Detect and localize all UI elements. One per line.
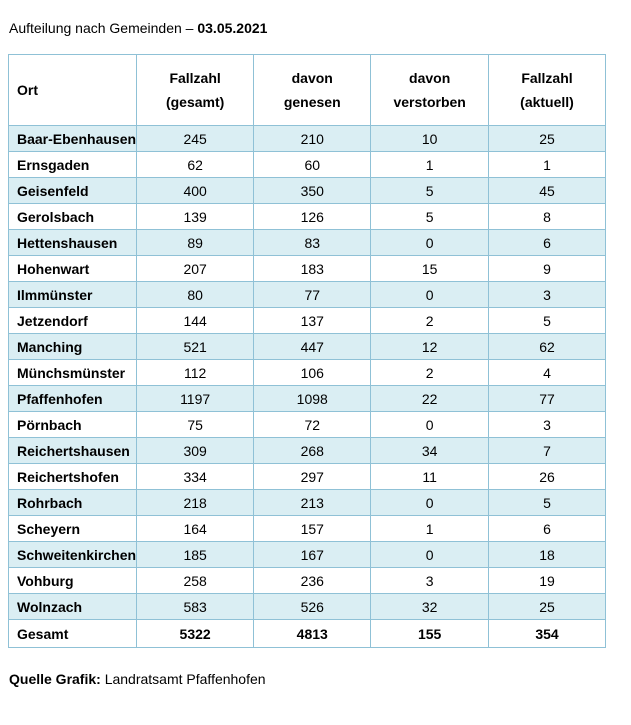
cell-gesamt: 309 <box>137 438 254 464</box>
cell-genesen: 77 <box>254 282 371 308</box>
cell-genesen: 157 <box>254 516 371 542</box>
header-line: davon <box>291 70 333 86</box>
header-line: Fallzahl <box>521 70 573 86</box>
cell-aktuell: 1 <box>489 152 606 178</box>
header-fallzahl-gesamt <box>137 55 254 126</box>
cell-gesamt: 139 <box>137 204 254 230</box>
cell-verstorben: 12 <box>371 334 489 360</box>
cell-genesen: 60 <box>254 152 371 178</box>
cell-ort: Pfaffenhofen <box>9 386 137 412</box>
table-row <box>9 360 606 386</box>
cell-genesen: 213 <box>254 490 371 516</box>
cell-genesen: 210 <box>254 126 371 152</box>
cell-verstorben: 0 <box>371 490 489 516</box>
cell-genesen: 167 <box>254 542 371 568</box>
cell-aktuell: 3 <box>489 282 606 308</box>
cell-verstorben: 0 <box>371 542 489 568</box>
cell-gesamt: 334 <box>137 464 254 490</box>
cell-aktuell: 4 <box>489 360 606 386</box>
cell-genesen: 447 <box>254 334 371 360</box>
cell-gesamt: 62 <box>137 152 254 178</box>
table-row <box>9 516 606 542</box>
cell-verstorben: 1 <box>371 516 489 542</box>
cell-genesen: 236 <box>254 568 371 594</box>
cell-genesen: 83 <box>254 230 371 256</box>
table-row <box>9 490 606 516</box>
cell-genesen: 268 <box>254 438 371 464</box>
cell-gesamt: 5322 <box>137 620 254 648</box>
cell-ort: Ernsgaden <box>9 152 137 178</box>
cell-ort: Reichertshofen <box>9 464 137 490</box>
cell-ort: Rohrbach <box>9 490 137 516</box>
header-davon-verstorben <box>371 55 489 126</box>
table-row <box>9 568 606 594</box>
cell-gesamt: 112 <box>137 360 254 386</box>
cell-verstorben: 2 <box>371 308 489 334</box>
cell-aktuell: 7 <box>489 438 606 464</box>
cell-ort: Baar-Ebenhausen <box>9 126 137 152</box>
cell-ort: Münchsmünster <box>9 360 137 386</box>
cell-aktuell: 8 <box>489 204 606 230</box>
cell-genesen: 137 <box>254 308 371 334</box>
table-row <box>9 386 606 412</box>
cell-verstorben: 11 <box>371 464 489 490</box>
cell-verstorben: 0 <box>371 412 489 438</box>
cases-table <box>8 54 606 648</box>
cell-verstorben: 22 <box>371 386 489 412</box>
cell-verstorben: 5 <box>371 178 489 204</box>
cell-ort: Reichertshausen <box>9 438 137 464</box>
cell-genesen: 1098 <box>254 386 371 412</box>
cell-aktuell: 25 <box>489 594 606 620</box>
cell-verstorben: 0 <box>371 282 489 308</box>
table-row <box>9 308 606 334</box>
cell-aktuell: 26 <box>489 464 606 490</box>
table-row <box>9 230 606 256</box>
cell-aktuell: 62 <box>489 334 606 360</box>
cell-ort: Scheyern <box>9 516 137 542</box>
cell-ort: Vohburg <box>9 568 137 594</box>
cell-gesamt: 207 <box>137 256 254 282</box>
table-row <box>9 594 606 620</box>
cell-genesen: 183 <box>254 256 371 282</box>
cell-gesamt: 185 <box>137 542 254 568</box>
source-note <box>9 671 266 687</box>
cell-genesen: 72 <box>254 412 371 438</box>
header-fallzahl-aktuell <box>489 55 606 126</box>
table-row <box>9 178 606 204</box>
cell-aktuell: 9 <box>489 256 606 282</box>
cell-gesamt: 218 <box>137 490 254 516</box>
cell-genesen: 4813 <box>254 620 371 648</box>
cell-aktuell: 6 <box>489 230 606 256</box>
table-row <box>9 256 606 282</box>
cell-genesen: 297 <box>254 464 371 490</box>
cell-ort: Gesamt <box>9 620 137 648</box>
cell-gesamt: 80 <box>137 282 254 308</box>
header-line: (gesamt) <box>165 94 225 110</box>
header-line: Fallzahl <box>169 70 221 86</box>
cell-gesamt: 400 <box>137 178 254 204</box>
cell-ort: Wolnzach <box>9 594 137 620</box>
cell-aktuell: 5 <box>489 308 606 334</box>
cell-aktuell: 5 <box>489 490 606 516</box>
cell-gesamt: 258 <box>137 568 254 594</box>
cell-aktuell: 45 <box>489 178 606 204</box>
heading-text: Aufteilung nach Gemeinden – <box>9 20 198 36</box>
cell-genesen: 350 <box>254 178 371 204</box>
cell-gesamt: 1197 <box>137 386 254 412</box>
table-row <box>9 126 606 152</box>
cell-genesen: 106 <box>254 360 371 386</box>
cell-gesamt: 164 <box>137 516 254 542</box>
cell-verstorben: 3 <box>371 568 489 594</box>
header-line: genesen <box>283 94 341 110</box>
header-line: davon <box>409 70 451 86</box>
table-row <box>9 152 606 178</box>
cell-ort: Geisenfeld <box>9 178 137 204</box>
cell-gesamt: 89 <box>137 230 254 256</box>
header-line: (aktuell) <box>520 94 574 110</box>
cell-verstorben: 2 <box>371 360 489 386</box>
cell-aktuell: 18 <box>489 542 606 568</box>
cell-ort: Hohenwart <box>9 256 137 282</box>
cell-genesen: 526 <box>254 594 371 620</box>
cell-verstorben: 34 <box>371 438 489 464</box>
source-text: Landratsamt Pfaffenhofen <box>100 671 266 687</box>
table-header-row <box>9 55 606 126</box>
cell-genesen: 126 <box>254 204 371 230</box>
cell-ort: Ilmmünster <box>9 282 137 308</box>
table-total-row <box>9 620 606 648</box>
header-line: verstorben <box>393 94 466 110</box>
heading-date: 03.05.2021 <box>197 20 268 36</box>
cell-verstorben: 32 <box>371 594 489 620</box>
cell-ort: Jetzendorf <box>9 308 137 334</box>
table-row <box>9 464 606 490</box>
cell-verstorben: 1 <box>371 152 489 178</box>
cell-aktuell: 19 <box>489 568 606 594</box>
cell-aktuell: 25 <box>489 126 606 152</box>
source-label: Quelle Grafik: <box>9 671 101 687</box>
table-row <box>9 542 606 568</box>
table-row <box>9 204 606 230</box>
cell-gesamt: 144 <box>137 308 254 334</box>
header-ort: Ort <box>9 55 137 126</box>
cell-gesamt: 75 <box>137 412 254 438</box>
cell-gesamt: 583 <box>137 594 254 620</box>
cell-gesamt: 245 <box>137 126 254 152</box>
cell-verstorben: 0 <box>371 230 489 256</box>
table-row <box>9 438 606 464</box>
cell-verstorben: 155 <box>371 620 489 648</box>
cell-ort: Gerolsbach <box>9 204 137 230</box>
table-body <box>9 126 606 648</box>
cell-verstorben: 15 <box>371 256 489 282</box>
cell-gesamt: 521 <box>137 334 254 360</box>
cell-verstorben: 10 <box>371 126 489 152</box>
cell-ort: Manching <box>9 334 137 360</box>
cell-ort: Pörnbach <box>9 412 137 438</box>
cell-aktuell: 354 <box>489 620 606 648</box>
cell-verstorben: 5 <box>371 204 489 230</box>
table-row <box>9 412 606 438</box>
cell-ort: Schweitenkirchen <box>9 542 137 568</box>
table-heading <box>9 20 267 36</box>
cell-aktuell: 3 <box>489 412 606 438</box>
table-row <box>9 282 606 308</box>
header-davon-genesen <box>254 55 371 126</box>
cell-ort: Hettenshausen <box>9 230 137 256</box>
table-row <box>9 334 606 360</box>
cell-aktuell: 77 <box>489 386 606 412</box>
cell-aktuell: 6 <box>489 516 606 542</box>
